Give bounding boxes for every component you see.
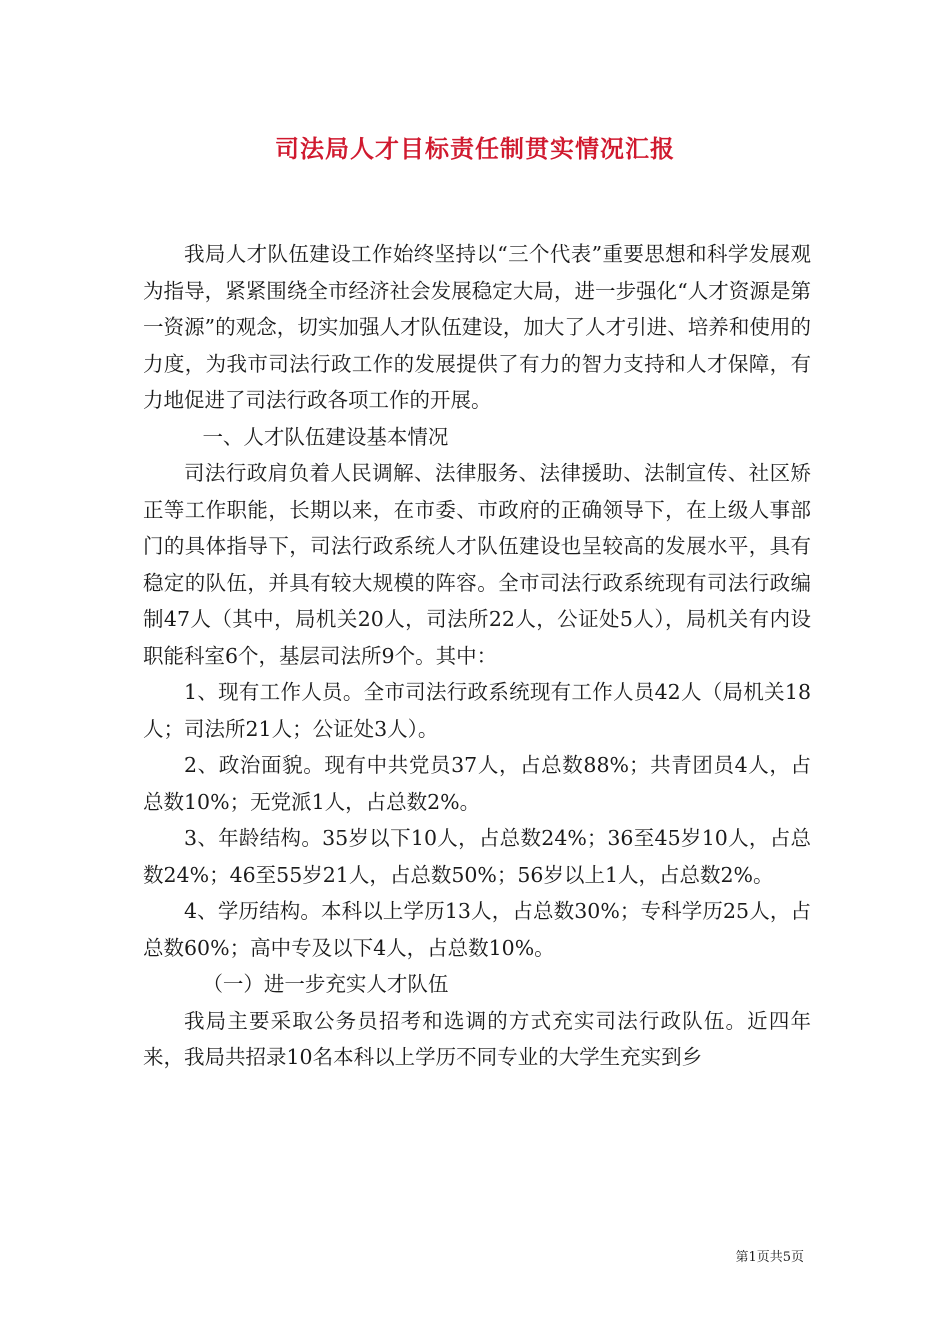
document-body — [143, 236, 811, 1076]
page-number: 第1页共5页 — [735, 1250, 804, 1265]
subsection-heading-enrich-team: （一）进一步充实人才队伍 — [202, 972, 449, 996]
section-heading-basic-situation: 一、人才队伍建设基本情况 — [202, 424, 449, 449]
paragraph-recruitment: 我局主要采取公务员招考和选调的方式充实司法行政队伍。近四年来，我局共招录10名本科以上学历不同专业的大学生充实到乡 — [143, 1008, 811, 1069]
paragraph-staff: 1、现有工作人员。全市司法行政系统现有工作人员42人（局机关18人；司法所21人；公证处3人）。 — [143, 680, 811, 741]
document-title: 司法局人才目标责任制贯实情况汇报 — [275, 134, 675, 163]
paragraph-intro: 我局人才队伍建设工作始终坚持以“三个代表”重要思想和科学发展观为指导，紧紧围绕全市经济社会发展稳定大局，进一步强化“人才资源是第一资源”的观念，切实加强人才队伍建设，加大了人才引进、培养和使用的力度，为我市司法行政工作的发展提供了有力的智力支持和人才保障，有力地促进了司法行政各项工作的开展。 — [143, 242, 811, 412]
paragraph-overview: 司法行政肩负着人民调解、法律服务、法律援助、法制宣传、社区矫正等工作职能，长期以来，在市委、市政府的正确领导下，在上级人事部门的具体指导下，司法行政系统人才队伍建设也呈较高的发展水平，具有稳定的队伍，并具有较大规模的阵容。全市司法行政系统现有司法行政编制47人（其中，局机关20人，司法所22人，公证处5人），局机关有内设职能科室6个，基层司法所9个。其中： — [143, 461, 811, 668]
paragraph-political-status: 2、政治面貌。现有中共党员37人，占总数88%；共青团员4人，占总数10%；无党派1人，占总数2%。 — [143, 753, 811, 814]
paragraph-age-structure: 3、年龄结构。35岁以下10人，占总数24%；36至45岁10人，占总数24%；46至55岁21人，占总数50%；56岁以上1人，占总数2%。 — [143, 826, 811, 887]
paragraph-education-structure: 4、学历结构。本科以上学历13人，占总数30%；专科学历25人，占总数60%；高中专及以下4人，占总数10%。 — [143, 899, 811, 960]
